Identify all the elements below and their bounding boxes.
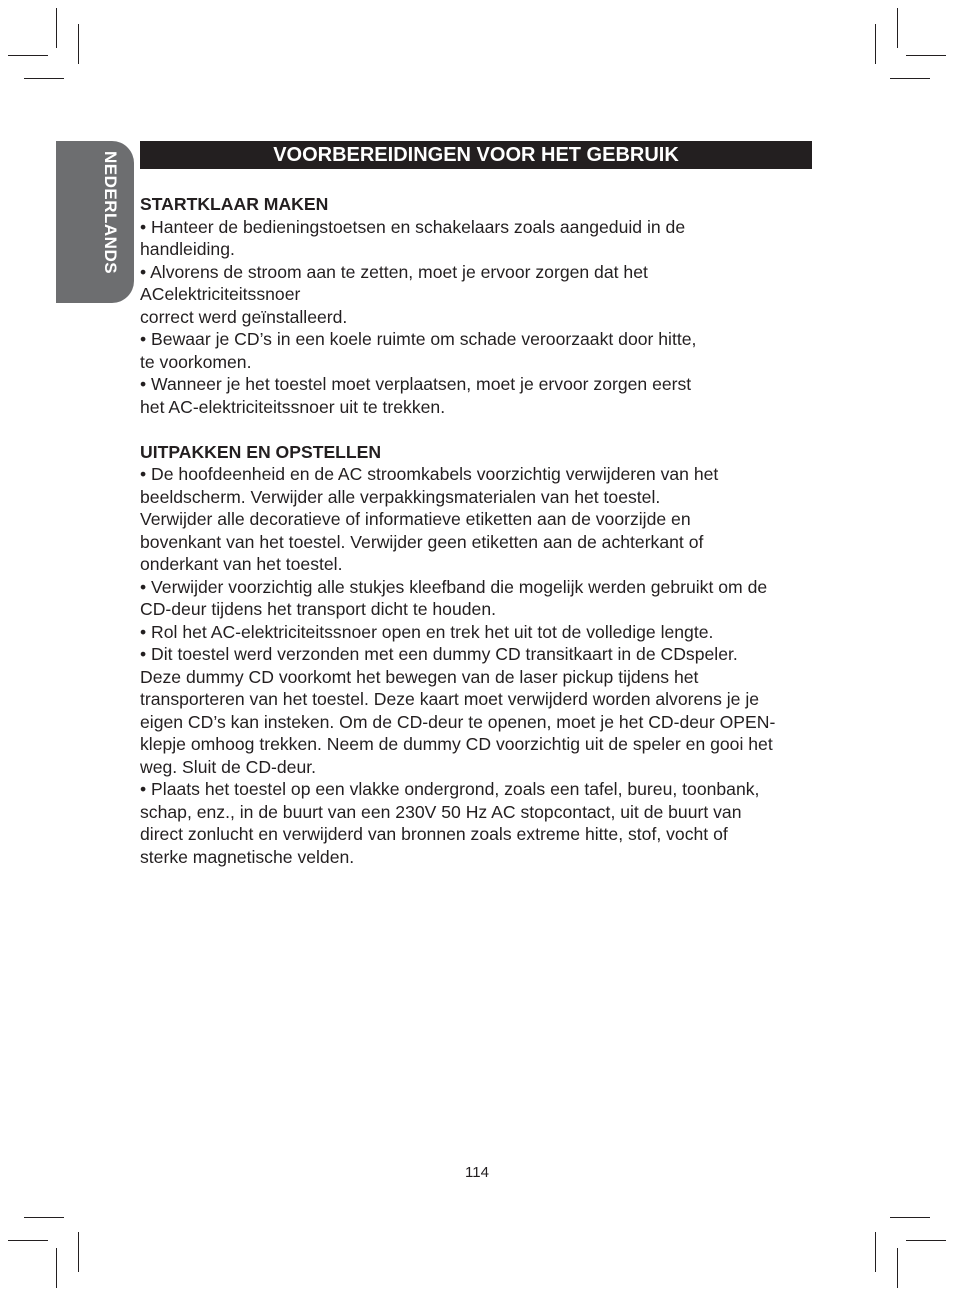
startklaar-heading: STARTKLAAR MAKEN — [140, 194, 329, 214]
text-line: transporteren van het toestel. Deze kaart moet verwijderd worden alvorens je je — [140, 689, 760, 709]
text-line: ACelektriciteitssnoer — [140, 284, 301, 304]
crop-mark — [890, 1217, 930, 1218]
text-line: het AC-elektriciteitssnoer uit te trekken. — [140, 396, 446, 417]
language-tab-label: NEDERLANDS — [101, 151, 120, 275]
crop-mark — [56, 8, 57, 48]
paragraph-gap — [140, 418, 830, 441]
text-line: correct werd geïnstalleerd. — [140, 306, 348, 327]
text-line: • Alvorens de stroom aan te zetten, moet je ervoor zorgen dat het — [140, 261, 648, 282]
text-line: Verwijder alle decoratieve of informatieve etiketten aan de voorzijde en — [140, 509, 691, 529]
crop-mark — [78, 1232, 79, 1272]
text-line: klepje omhoog trekken. Neem de dummy CD voorzichtig uit de speler en gooi het — [140, 734, 773, 754]
crop-mark — [897, 8, 898, 48]
crop-mark — [875, 1232, 876, 1272]
text-line: CD-deur tijdens het transport dicht te houden. — [140, 599, 496, 619]
crop-mark — [897, 1248, 898, 1288]
crop-mark — [8, 55, 48, 56]
crop-mark — [8, 1240, 48, 1241]
text-line: Deze dummy CD voorkomt het bewegen van de laser pickup tijdens het — [140, 666, 699, 687]
crop-mark — [24, 78, 64, 79]
text-line: • Dit toestel werd verzonden met een dummy CD transitkaart in de CDspeler. — [140, 644, 738, 664]
text-line: weg. Sluit de CD-deur. — [140, 756, 317, 777]
text-line: direct zonlucht en verwijderd van bronnen zoals extreme hitte, stof, vocht of — [140, 824, 728, 844]
text-line: eigen CD’s kan insteken. Om de CD-deur te openen, moet je het CD-deur OPEN- — [140, 711, 776, 732]
text-line: • Hanteer de bedieningstoetsen en schakelaars zoals aangeduid in de — [140, 216, 686, 237]
text-line: bovenkant van het toestel. Verwijder geen etiketten aan de achterkant of — [140, 531, 704, 552]
crop-mark — [906, 55, 946, 56]
body-content — [140, 193, 830, 868]
text-line: schap, enz., in de buurt van een 230V 50 Hz AC stopcontact, uit de buurt van — [140, 801, 742, 822]
text-line: • De hoofdeenheid en de AC stroomkabels voorzichtig verwijderen van het — [140, 464, 719, 484]
crop-mark — [906, 1240, 946, 1241]
text-line: beeldscherm. Verwijder alle verpakkingsmaterialen van het toestel. — [140, 486, 661, 507]
text-line: • Verwijder voorzichtig alle stukjes kleefband die mogelijk werden gebruikt om de — [140, 576, 768, 597]
section-title: VOORBEREIDINGEN VOOR HET GEBRUIK — [140, 141, 812, 169]
page-number: 114 — [465, 1164, 489, 1181]
crop-mark — [56, 1248, 57, 1288]
text-line: • Bewaar je CD’s in een koele ruimte om schade veroorzaakt door hitte, — [140, 329, 697, 349]
text-line: te voorkomen. — [140, 351, 252, 372]
text-line: • Rol het AC-elektriciteitssnoer open en trek het uit tot de volledige lengte. — [140, 621, 714, 642]
text-line: onderkant van het toestel. — [140, 554, 343, 574]
crop-mark — [24, 1217, 64, 1218]
uitpakken-heading: UITPAKKEN EN OPSTELLEN — [140, 441, 382, 462]
text-line: • Wanneer je het toestel moet verplaatsen, moet je ervoor zorgen eerst — [140, 374, 692, 394]
text-line: sterke magnetische velden. — [140, 846, 355, 867]
crop-mark — [890, 78, 930, 79]
crop-mark — [78, 24, 79, 64]
crop-mark — [875, 24, 876, 64]
text-line: handleiding. — [140, 239, 235, 259]
text-line: • Plaats het toestel op een vlakke ondergrond, zoals een tafel, bureu, toonbank, — [140, 779, 760, 799]
